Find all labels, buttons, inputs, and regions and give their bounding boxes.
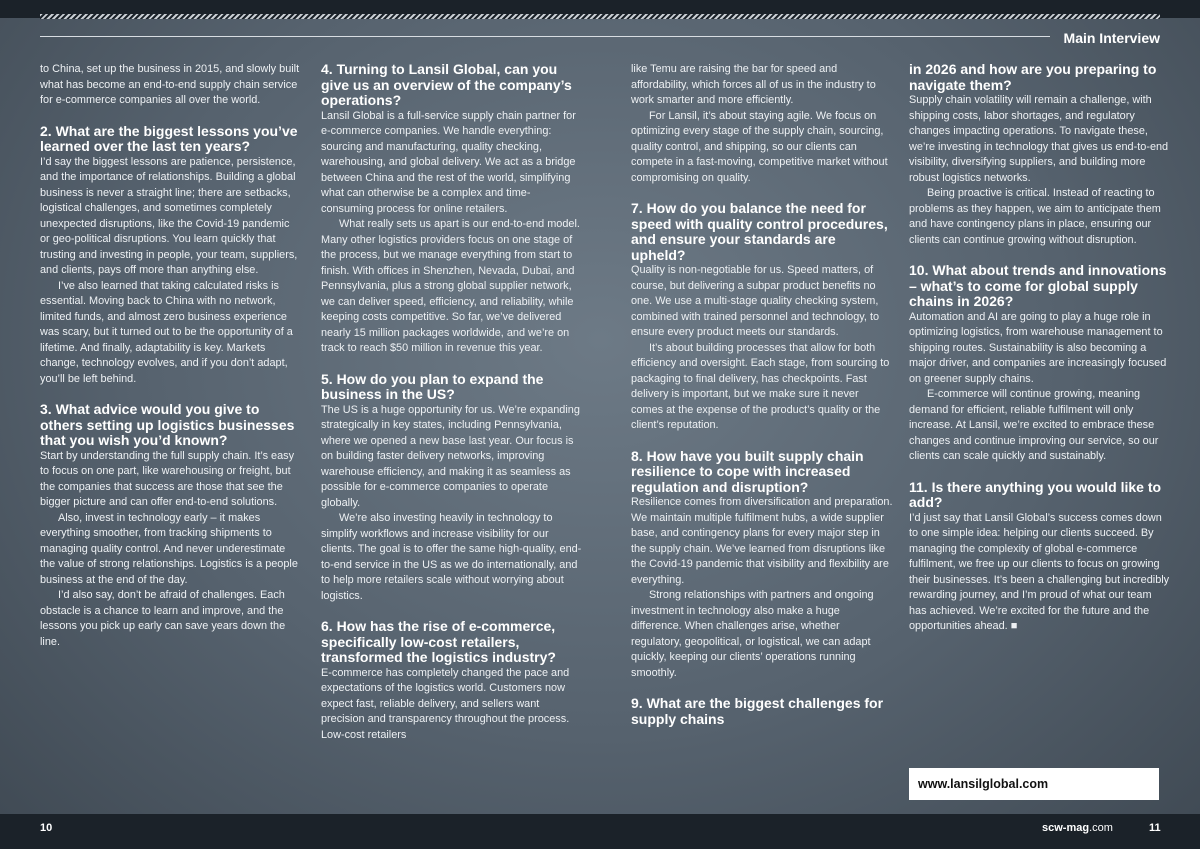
paragraph: We’re also investing heavily in technology to simplify workflows and increase visibility for our clients. The goal is to offer the same high-quality, end-to-end service in the US as we do internationally, and to help more retailers scale without worrying about logistics. — [321, 512, 582, 602]
paragraph: For Lansil, it’s about staying agile. We focus on optimizing every stage of the supply chain, sourcing, quality control, and shipping, so our clients can compete in a fast-moving, competitive market without compromising on quality. — [631, 109, 888, 184]
question-heading: 4. Turning to Lansil Global, can you give us an overview of the company’s operations? — [321, 61, 572, 108]
paragraph: It’s about building processes that allow for both efficiency and oversight. Each stage, from sourcing to packaging to final delivery, has checkpoints. Fast delivery is important, but we make sure it never comes at the expense of the product’s quality or the client’s reputation. — [631, 341, 890, 431]
paragraph: I’d also say, don’t be afraid of challenges. Each obstacle is a chance to learn and improve, and the lessons you pick up early can save years down the line. — [40, 589, 286, 648]
column-4 — [909, 62, 1171, 635]
header-rule — [40, 36, 1050, 37]
magazine-domain: .com — [1089, 822, 1113, 834]
question-heading: 8. How have you built supply chain resilience to cope with increased regulation and disruption? — [631, 447, 864, 495]
page-number-right: 11 — [1149, 822, 1161, 834]
paragraph: Being proactive is critical. Instead of reacting to problems as they happen, we aim to anticipate them and have contingency plans in place, ensuring our clients can continue growing without disruption. — [909, 187, 1161, 246]
paragraph: E-commerce will continue growing, meaning demand for efficient, reliable fulfilment will only increase. At Lansil, we’re excited to embrace these changes and continue improving our service, so our clients can scale quickly and sustainably. — [909, 388, 1159, 462]
question-heading: in 2026 and how are you preparing to navigate them? — [909, 61, 1157, 93]
magazine-url — [1042, 822, 1113, 834]
paragraph: What really sets us apart is our end-to-end model. Many other logistics providers focus on one stage of the process, but we manage everything from start to finish. With offices in Shenzhen, Nevada, Dubai, and Pennsylvania, plus a strong global supplier network, we can deliver speed, efficiency, and reliability, while keeping costs competitive. So far, we’ve delivered nearly 15 million packages worldwide, and we’re on track to reach $50 million in revenue this year. — [321, 218, 580, 354]
paragraph: I’ve also learned that taking calculated risks is essential. Moving back to China with no network, limited funds, and almost zero business experience was scary, but it turned out to be the opportunity of a lifetime. And finally, adaptability is key. Markets change, technology evolves, and if you don’t adapt, you’ll be left behind. — [40, 279, 293, 385]
question-heading: 5. How do you plan to expand the business in the US? — [321, 370, 544, 402]
paragraph: Also, invest in technology early – it makes everything smoother, from tracking shipments to managing quality control. And never underestimate the value of strong relationships. Logistics is a people business at the end of the day. — [40, 511, 298, 586]
question-heading: 2. What are the biggest lessons you’ve learned over the last ten years? — [40, 122, 298, 154]
question-heading: 7. How do you balance the need for speed with quality control procedures, and ensure your standards are upheld? — [631, 200, 888, 263]
page-number-left: 10 — [40, 822, 53, 834]
paragraph: like Temu are raising the bar for speed and affordability, which forces all of us in the industry to work smarter and more efficiently. — [631, 63, 876, 106]
column-1 — [40, 62, 302, 650]
column-2 — [321, 62, 583, 743]
website-link[interactable]: www.lansilglobal.com — [909, 768, 1159, 800]
paragraph: Start by understanding the full supply chain. It’s easy to focus on one part, like warehousing or freight, but the companies that success are those that see the bigger picture and can offer end-to-end solutions. — [40, 449, 295, 508]
decorative-hatch-stripe — [40, 14, 1160, 19]
paragraph: Automation and AI are going to play a huge role in optimizing logistics, from warehouse management to shipping routes. Sustainability is also becoming a major driver, and companies are increasingly focused on greener supply chains. — [909, 310, 1167, 385]
question-heading: 11. Is there anything you would like to add? — [909, 478, 1162, 510]
question-heading: 6. How has the rise of e-commerce, specifically low-cost retailers, transformed the logistics industry? — [321, 618, 556, 665]
paragraph: Lansil Global is a full-service supply chain partner for e-commerce companies. We handle everything: sourcing and manufacturing, quality checking, warehousing, and global delivery. We act as a bridge between China and the rest of the world, simplifying what can otherwise be a complex and time-consuming process for online retailers. — [321, 109, 576, 215]
question-heading: 3. What advice would you give to others setting up logistics businesses that you wish you’d known? — [40, 401, 295, 448]
paragraph: E-commerce has completely changed the pace and expectations of the logistics world. Customers now expect fast, reliable delivery, and sellers want precision and transparency throughout the process. Low-cost retailers — [321, 666, 570, 741]
paragraph: to China, set up the business in 2015, and slowly built what has become an end-to-end supply chain service for e-commerce companies all over the world. — [40, 63, 300, 106]
paragraph: Resilience comes from diversification and preparation. We maintain multiple fulfilment hubs, a wide supplier base, and contingency plans for every major step in the supply chain. We’ve learned from disruptions like the Covid-19 pandemic that visibility and flexibility are everything. — [631, 496, 893, 586]
paragraph: I’d say the biggest lessons are patience, persistence, and the importance of relationships. Building a global business is never a straight line; there are setbacks, logistical challenges, and sometimes completely unexpected disruptions, like the Covid-19 pandemic or geo-political disruptions. You learn quickly that trusting and investing in people, your team, suppliers, and clients, pays off more than anything else. — [40, 155, 298, 276]
paragraph: I’d just say that Lansil Global’s success comes down to one simple idea: helping our clients succeed. By managing the complexity of global e-commerce fulfilment, we free up our clients to focus on growing their businesses. It’s been a challenging but incredibly rewarding journey, and I’m proud of what our team has achieved. We’re excited for the future and the opportunities ahead. ■ — [909, 511, 1170, 632]
paragraph: Strong relationships with partners and ongoing investment in technology also make a huge difference. When challenges arise, whether regulatory, geopolitical, or logistical, we can adapt quickly, keeping our clients’ operations running smoothly. — [631, 589, 874, 679]
question-heading: 9. What are the biggest challenges for supply chains — [631, 695, 884, 727]
paragraph: Supply chain volatility will remain a challenge, with shipping costs, labor shortages, and regulatory changes impacting operations. To navigate these, we’re investing in technology that gives us end-to-end visibility, diversifying suppliers, and building more robust logistics networks. — [909, 94, 1169, 184]
footer-bar — [0, 814, 1200, 849]
section-label: Main Interview — [1063, 30, 1160, 46]
paragraph: Quality is non-negotiable for us. Speed matters, of course, but delivering a subpar product benefits no one. We use a multi-stage quality checking system, combined with trained personnel and technology, to ensure every product meets our standards. — [631, 264, 880, 338]
question-heading: 10. What about trends and innovations – what’s to come for global supply chains in 2026? — [909, 262, 1167, 309]
column-3 — [631, 62, 893, 727]
paragraph: The US is a huge opportunity for us. We’re expanding strategically in key states, including Pennsylvania, where we opened a new base last year. Our focus is on building faster delivery networks, improving warehouse efficiency, and making it as seamless as possible for e-commerce companies to operate globally. — [321, 403, 580, 509]
magazine-name: scw-mag — [1042, 822, 1090, 834]
